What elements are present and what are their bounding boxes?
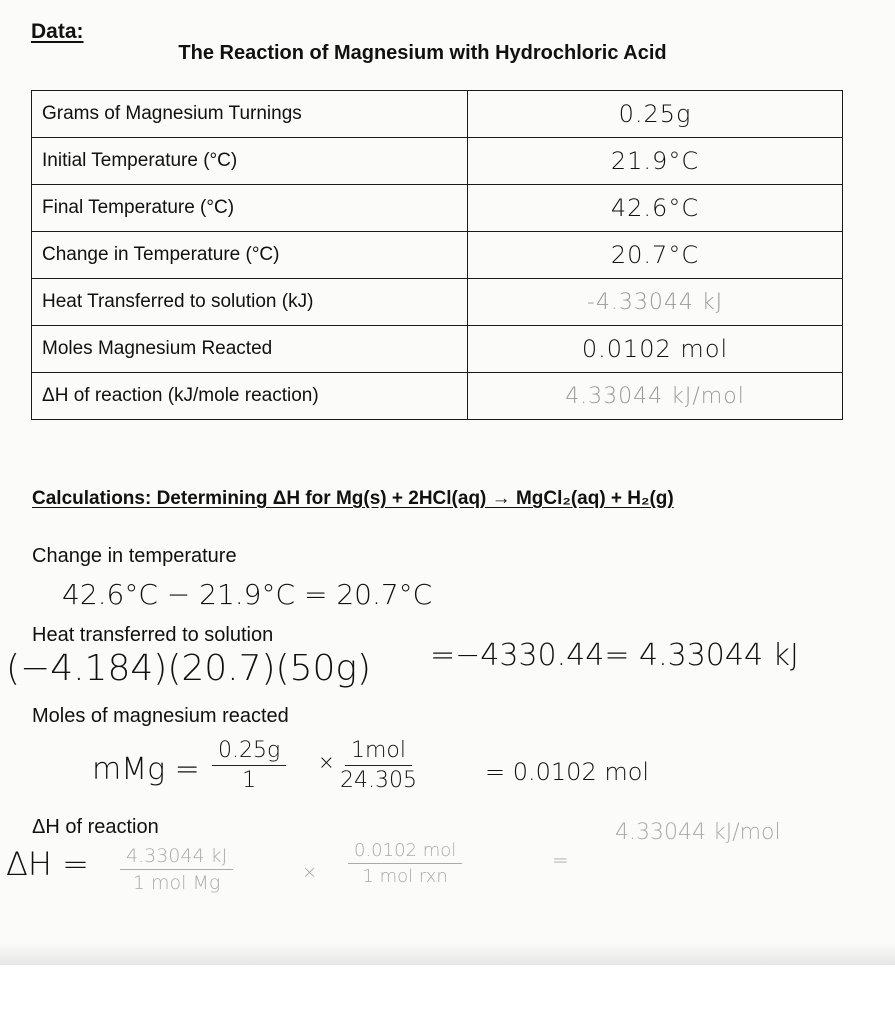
moles-fraction-mass — [212, 738, 286, 793]
change-in-temperature-work: 42.6°C − 21.9°C = 20.7°C — [62, 578, 433, 611]
row-label: Initial Temperature (°C) — [32, 138, 468, 185]
fraction-numerator: 0.25g — [212, 738, 286, 766]
row-value: 0.0102 mol — [468, 326, 843, 373]
row-label: Heat Transferred to solution (kJ) — [32, 279, 468, 326]
delta-h-lhs: ΔH = — [6, 845, 89, 883]
heat-transferred-label: Heat transferred to solution — [32, 624, 274, 646]
delta-h-equals: = — [552, 848, 569, 872]
row-label: ΔH of reaction (kJ/mole reaction) — [32, 373, 468, 420]
table-row — [32, 138, 843, 185]
table-row — [32, 91, 843, 138]
row-value: 0.25g — [468, 91, 843, 138]
table-row — [32, 326, 843, 373]
data-table — [31, 90, 843, 420]
row-value: -4.33044 kJ — [468, 279, 843, 326]
moles-lhs: mMg = — [92, 752, 200, 787]
table-row — [32, 279, 843, 326]
moles-reacted-label: Moles of magnesium reacted — [32, 705, 289, 727]
change-in-temperature-label: Change in temperature — [32, 545, 237, 567]
delta-h-multiply-sign: × — [302, 862, 318, 883]
calculations-heading: Calculations: Determining ΔH for Mg(s) + 2HCl(aq) → MgCl₂(aq) + H₂(g) — [32, 488, 674, 509]
delta-h-fraction-heat — [120, 845, 233, 894]
row-value: 4.33044 kJ/mol — [468, 373, 843, 420]
row-label: Moles Magnesium Reacted — [32, 326, 468, 373]
delta-h-result: 4.33044 kJ/mol — [615, 820, 781, 845]
fraction-numerator: 1mol — [345, 738, 412, 766]
fraction-denominator: 1 mol Mg — [132, 872, 221, 894]
table-row — [32, 185, 843, 232]
row-value: 20.7°C — [468, 232, 843, 279]
fraction-numerator: 0.0102 mol — [348, 840, 462, 864]
row-value: 42.6°C — [468, 185, 843, 232]
row-label: Final Temperature (°C) — [32, 185, 468, 232]
delta-h-fraction-moles — [348, 840, 462, 887]
fraction-numerator: 4.33044 kJ — [120, 845, 233, 870]
delta-h-label: ΔH of reaction — [32, 816, 159, 838]
data-section-heading: Data: — [31, 20, 84, 43]
row-label: Change in Temperature (°C) — [32, 232, 468, 279]
table-title: The Reaction of Magnesium with Hydrochloric Acid — [178, 42, 667, 64]
moles-result: = 0.0102 mol — [485, 758, 650, 786]
heat-transferred-work: (−4.184)(20.7)(50g) — [6, 648, 372, 689]
table-row — [32, 232, 843, 279]
row-value: 21.9°C — [468, 138, 843, 185]
row-label: Grams of Magnesium Turnings — [32, 91, 468, 138]
multiply-sign: × — [318, 750, 335, 774]
table-row — [32, 373, 843, 420]
moles-fraction-molar-mass — [340, 738, 417, 793]
heat-transferred-result: =−4330.44= 4.33044 kJ — [430, 638, 799, 673]
fraction-denominator: 24.305 — [340, 768, 417, 793]
fraction-denominator: 1 mol rxn — [362, 866, 448, 887]
fraction-denominator: 1 — [242, 768, 257, 793]
